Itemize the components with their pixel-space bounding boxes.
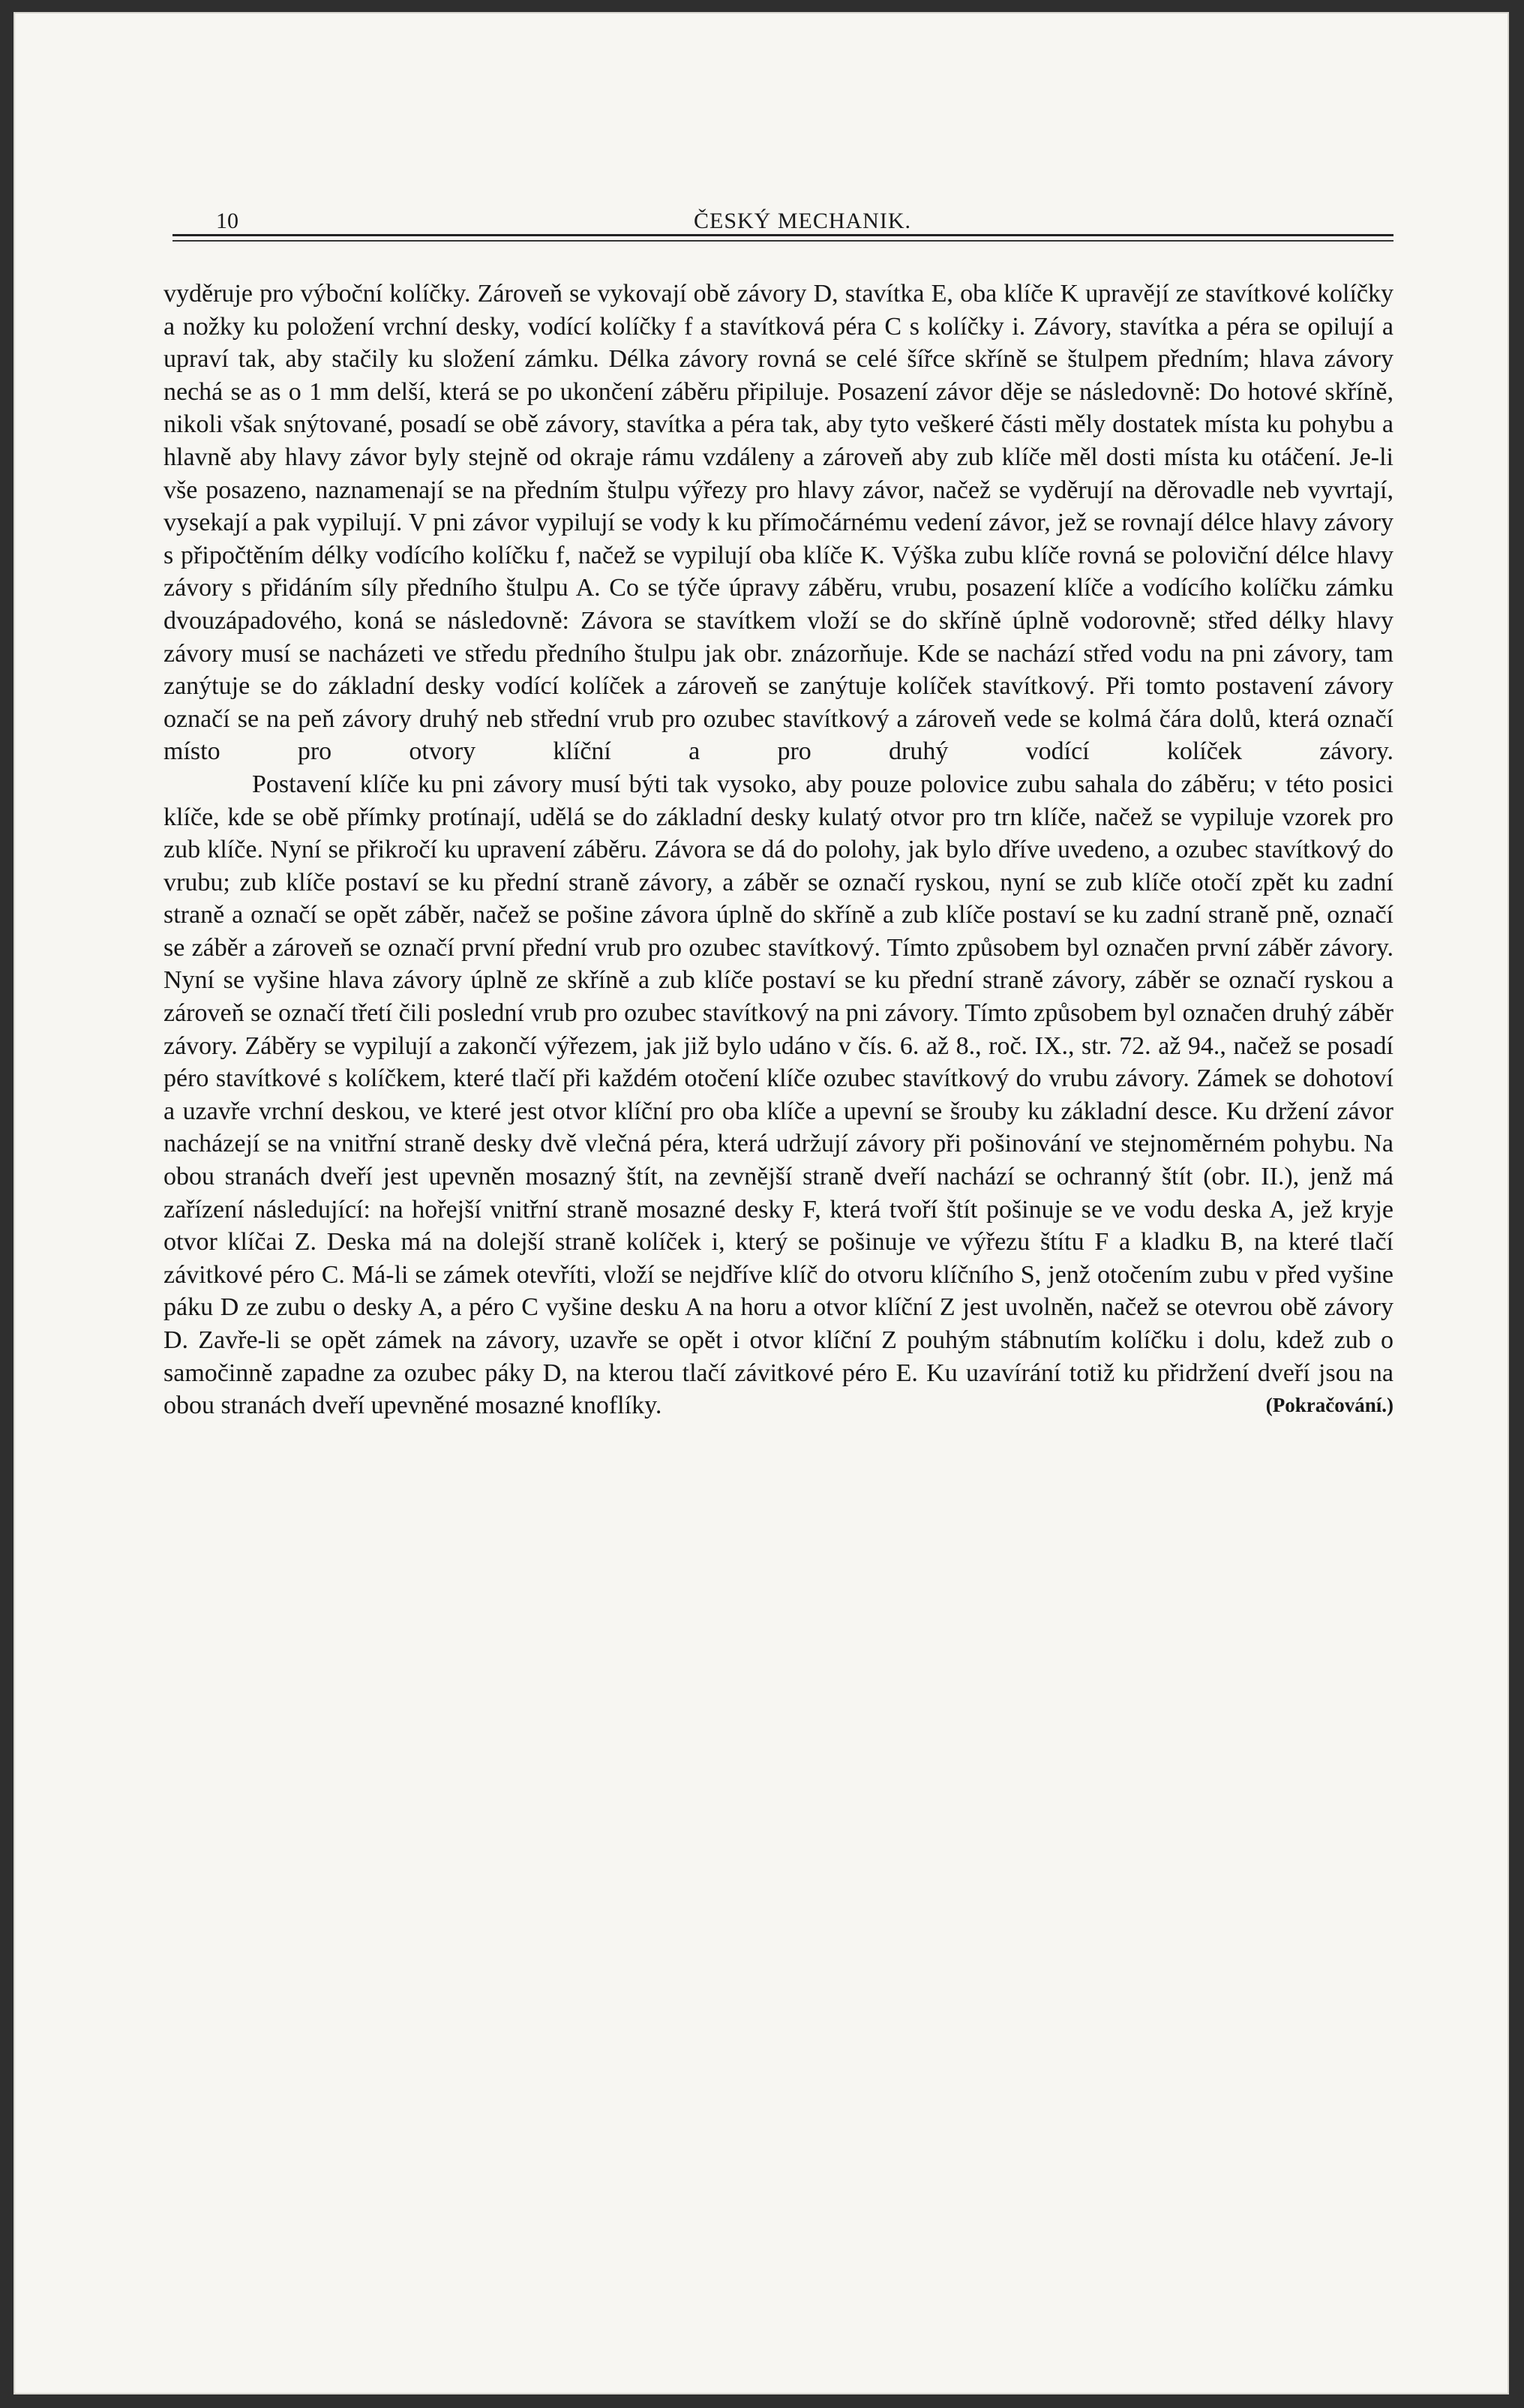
- page-number: 10: [216, 209, 238, 233]
- running-head: ČESKÝ MECHANIK.: [693, 209, 911, 233]
- header-rule-thick: [172, 234, 1394, 236]
- header-rule-thin: [172, 240, 1394, 242]
- page-header: [200, 209, 1406, 242]
- paragraph-2-wrap: [164, 768, 1394, 1422]
- continued-note: (Pokračování.): [1265, 1394, 1394, 1417]
- paragraph-2: Postavení klíče ku pni závory musí býti tak vysoko, aby pouze polovice zubu sahala do záběru; v této posici klíče, kde se obě přímky protínají, udělá se do základní desky kulatý otvor pro trn klíče, načež se vypiluje vzorek pro zub klíče. Nyní se přikročí ku upravení záběru. Závora se dá do polohy, jak bylo dříve uvedeno, a ozubec stavítkový do vrubu; zub klíče postaví se ku přední straně závory, a záběr se označí ryskou, nyní se zub klíče otočí zpět ku zadní straně a označí se opět záběr, načež se pošine závora úplně do skříně a zub klíče postaví se ku zadní straně pně, označí se záběr a zároveň se označí první přední vrub pro ozubec stavítkový. Tímto způsobem byl označen první záběr závory. Nyní se vyšine hlava závory úplně ze skříně a zub klíče postaví se ku přední straně závory, záběr se označí ryskou a zároveň se označí třetí čili poslední vrub pro ozubec stavítkový na pni závory. Tímto způsobem byl označen druhý záběr závory. Záběry se vypilují a zakončí výřezem, jak již bylo udáno v čís. 6. až 8., roč. IX., str. 72. až 94., načež se posadí péro stavítkové s kolíčkem, které tlačí při každém otočení klíče ozubec stavítkový do vrubu závory. Zámek se dohotoví a uzavře vrchní deskou, ve které jest otvor klíční pro oba klíče a upevní se šrouby ku základní desce. Ku držení závor nacházejí se na vnitřní straně desky dvě vlečná péra, která udržují závory při pošinování ve stejnoměrném pohybu. Na obou stranách dveří jest upevněn mosazný štít, na zevnější straně dveří nachází se ochranný štít (obr. II.), jenž má zařízení následující: na hořejší vnitřní straně mosazné desky F, která tvoří štít pošinuje se ve vodu deska A, jež kryje otvor klíčai Z. Deska má na dolejší straně kolíček i, který se pošinuje ve výřezu štítu F a kladku B, na které tlačí závitkové péro C. Má-li se zámek otevříti, vloží se nejdříve klíč do otvoru klíčního S, jenž otočením zubu v před vyšine páku D ze zubu o desky A, a péro C vyšine desku A na horu a otvor klíční Z jest uvolněn, načež se otevrou obě závory D. Zavře-li se opět zámek na závory, uzavře se opět i otvor klíční Z pouhým stábnutím kolíčku i dolu, kdež zub o samočinně zapadne za ozubec páky D, na kterou tlačí závitkové péro E. Ku uzavírání totiž ku přidržení dveří jsou na obou stranách dveří upevněné mosazné knoflíky.: [164, 770, 1394, 1420]
- article-body: [164, 278, 1394, 1422]
- paragraph-1: vyděruje pro výboční kolíčky. Zároveň se vykovají obě závory D, stavítka E, oba klíče K upravějí ze stavítkové kolíčky a nožky ku položení vrchní desky, vodící kolíčky f a stavítková péra C s kolíčky i. Závory, stavítka a péra se opilují a upraví tak, aby stačily ku složení zámku. Délka závory rovná se celé šířce skříně se štulpem předním; hlava závory nechá se as o 1 mm delší, která se po ukončení záběru připiluje. Posazení závor děje se následovně: Do hotové skříně, nikoli však snýtované, posadí se obě závory, stavítka a péra tak, aby tyto veškeré části měly dostatek místa ku pohybu a hlavně aby hlavy závor byly stejně od okraje rámu vzdáleny a zároveň aby zub klíče měl dosti místa ku otáčení. Je-li vše posazeno, naznamenají se na předním štulpu výřezy pro hlavy závor, načež se vyděrují na děrovadle neb vyvrtají, vysekají a pak vypilují. V pni závor vypilují se vody k ku přímočárnému vedení závor, jež se rovnají délce hlavy závory s připočtěním délky vodícího kolíčku f, načež se vypilují oba klíče K. Výška zubu klíče rovná se poloviční délce hlavy závory s přidáním síly předního štulpu A. Co se týče úpravy záběru, vrubu, posazení klíče a vodícího kolíčku zámku dvouzápadového, koná se následovně: Závora se stavítkem vloží se do skříně úplně vodorovně; střed délky hlavy závory musí se nacházeti ve středu předního štulpu jak obr. znázorňuje. Kde se nachází střed vodu na pni závory, tam zanýtuje se do základní desky vodící kolíček a zároveň se zanýtuje kolíček stavítkový. Při tomto postavení závory označí se na peň závory druhý neb střední vrub pro ozubec stavítkový a zároveň vede se kolmá čára dolů, která označí místo pro otvory klíční a pro druhý vodící kolíček závory.: [164, 280, 1394, 766]
